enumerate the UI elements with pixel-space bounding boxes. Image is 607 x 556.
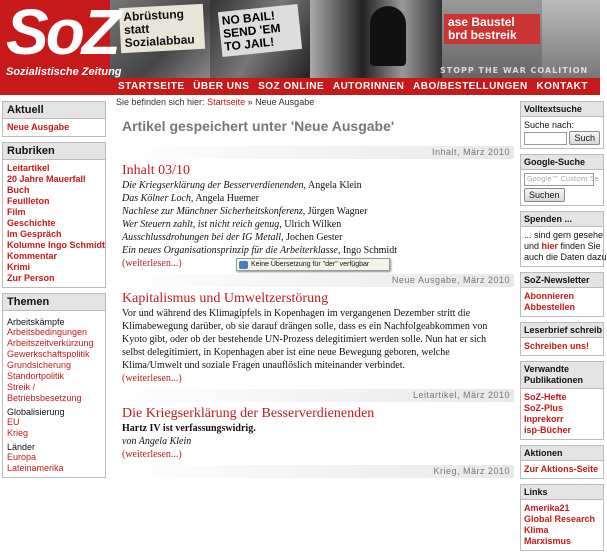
links-heading: Links [521,485,603,500]
rubrik-leitartikel[interactable]: Leitartikel [7,163,50,173]
header-photo-protest-2 [210,0,310,78]
photo-sign-text: NO BAIL! SEND 'EM TO JAIL! [218,4,302,57]
article-subtitle: Hartz IV ist verfassungswidrig. [122,423,256,434]
nav-autorinnen[interactable]: AUTORINNEN [332,81,405,92]
article-title[interactable]: Kapitalismus und Umweltzerstörung [122,291,329,306]
tooltip-text: Keine Übersetzung für "der" verfügbar [251,261,370,268]
nav-ueber-uns[interactable]: ÜBER UNS [193,81,250,92]
logo-subtitle: Sozialistische Zeitung [6,66,122,78]
thema-link[interactable]: Grundsicherung [7,360,72,370]
leserbrief-link[interactable]: Schreiben uns! [524,341,590,351]
toc-author: , Jochen Gester [281,232,343,243]
search-button[interactable]: Such [569,131,600,145]
toc-author: , Jürgen Wagner [302,206,368,217]
toc-title: Die Kriegserklärung der Besserverdienenden [122,180,304,191]
thema-link[interactable]: Streik / Betriebsbesetzung [7,382,82,403]
aktionen-link[interactable]: Zur Aktions-Seite [524,464,599,474]
thema-link[interactable]: Arbeitszeitverkürzung [7,338,94,348]
rubrik-krimi[interactable]: Krimi [7,262,31,272]
aktionen-box [520,445,604,479]
spenden-text [524,241,600,252]
google-search-input[interactable]: Google™ Custom Se [524,173,594,186]
rubrik-geschichte[interactable]: Geschichte [7,218,56,228]
nav-abo-bestellungen[interactable]: ABO/BESTELLUNGEN [413,81,528,92]
toc-title: Wer Steuern zahlt, ist nicht reich genug [122,219,280,230]
toc-title: Ausschlussdrohungen bei der IG Metall [122,232,282,243]
thema-link[interactable]: Lateinamerika [7,463,64,473]
right-sidebar [520,101,607,556]
article-title[interactable]: Die Kriegserklärung der Besserverdienenden [122,406,375,421]
newsletter-box [520,272,604,317]
external-link[interactable]: Amerika21 [524,503,570,513]
spenden-heading: Spenden ... [521,212,603,227]
header-photo-protest-3 [310,0,442,78]
aktuell-box [2,101,106,137]
nav-kontakt[interactable]: KONTAKT [536,81,588,92]
themen-group-label: Globalisierung [7,407,65,417]
photo-sign-text: ase Baustel brd bestreik [444,14,540,44]
rubrik-kommentar[interactable]: Kommentar [7,251,58,261]
photo-figure [370,6,406,66]
read-more-link[interactable]: (weiterlesen...) [122,373,182,384]
article-kriegserklaerung [116,402,514,465]
breadcrumb [116,97,314,107]
breadcrumb-home-link[interactable]: Startseite [207,97,246,107]
rubrik-im-gespraech[interactable]: Im Gespräch [7,229,62,239]
article-kapitalismus [116,287,514,389]
breadcrumb-separator: » [247,97,253,107]
toc-author: , Angela Klein [303,180,362,191]
aktionen-heading: Aktionen [521,446,603,461]
spenden-text-part: und [524,241,542,251]
article-inhalt [116,159,514,274]
google-search-heading: Google-Suche [521,155,603,170]
toc-author: , Angela Huemer [190,193,259,204]
read-more-link[interactable]: (weiterlesen...) [122,258,182,269]
themen-heading: Themen [3,294,105,311]
article-meta: Leitartikel, März 2010 [116,389,514,402]
site-logo[interactable] [6,0,122,78]
toc-title: Das Kölner Loch [122,193,191,204]
links-box [520,484,604,551]
nav-soz-online[interactable]: SOZ ONLINE [258,81,325,92]
themen-group-label: Arbeitskämpfe [7,317,65,327]
volltextsuche-box [520,101,604,149]
volltextsuche-heading: Volltextsuche [521,102,603,117]
header-photo-protest-1 [110,0,210,78]
spenden-text-part: finden Sie [558,241,601,251]
newsletter-subscribe-link[interactable]: Abonnieren [524,291,575,301]
article-author: von Angela Klein [122,436,192,447]
newsletter-heading: SoZ-Newsletter [521,273,603,288]
thema-link[interactable]: Krieg [7,428,29,438]
external-link[interactable]: Global Research [524,514,596,524]
toc-line [122,218,508,231]
themen-box [2,293,106,478]
article-meta: Inhalt, März 2010 [116,146,514,159]
leserbrief-heading: Leserbrief schreib [521,323,603,338]
article-meta: Krieg, März 2010 [116,465,514,478]
article-title[interactable]: Inhalt 03/10 [122,163,191,178]
google-search-button[interactable]: Suchen [524,188,565,202]
spenden-text: auch die Daten dazu [524,252,607,262]
search-input[interactable] [524,132,567,145]
thema-link[interactable]: Standortpolitik [7,371,65,381]
translate-icon [239,261,248,269]
site-header [0,0,600,95]
spenden-box [520,211,607,267]
toc-line [122,231,508,244]
publikation-link[interactable]: SoZ-Hefte [524,392,567,402]
article-teaser: Vor und während des Klimagipfels in Kopenhagen im vergangenen Dezember stritt die Klimabewegung darüber, ob sie darauf drängen solle, dass es ein Nachfolgeabkommen von Kyoto gibt, oder ob der bestehende UN-Prozess delegitimiert werden solle. Nun hat er sich selbst delegitimiert, in Kopenhagen aber ist eine neue Bewegung geboren, welche Klima/Umwelt und soziale Fragen unauflöslich miteinander verbindet. [122,308,488,371]
external-link[interactable]: Klima [524,525,549,535]
thema-link[interactable]: EU [7,417,20,427]
search-label: Suche nach: [524,120,575,130]
logo-wordmark: SoZ [6,0,118,68]
google-search-box [520,154,604,206]
breadcrumb-current: Neue Ausgabe [255,97,315,107]
header-tagline: STOPP THE WAR COALITION [440,66,589,75]
verwandte-publikationen-box [520,361,604,440]
breadcrumb-prefix: Sie befinden sich hier: [116,97,205,107]
rubrik-mauerfall[interactable]: 20 Jahre Mauerfall [7,174,86,184]
toc-title: Nachlese zur Münchner Sicherheitskonferenz [122,206,303,217]
publikation-link[interactable]: isp-Bücher [524,425,572,435]
nav-startseite[interactable]: STARTSEITE [118,81,185,92]
toc-title: Ein neues Organisationsprinzip für die Arbeiterklasse [122,245,338,256]
thema-link[interactable]: Gewerkschaftspolitik [7,349,90,359]
toc-line [122,179,508,192]
left-sidebar [2,101,106,483]
spenden-link[interactable]: hier [541,241,559,251]
main-content [116,110,514,478]
themen-group-label: Länder [7,442,36,452]
rubrik-zur-person[interactable]: Zur Person [7,273,55,283]
spenden-text: ... sind gern gesehe [524,230,604,240]
publikation-link[interactable]: Inprekorr [524,414,564,424]
thema-link[interactable]: Arbeitsbedingungen [7,327,88,337]
rubrik-kolumne[interactable]: Kolumne Ingo Schmidt [7,240,105,250]
toc-author: , Ingo Schmidt [337,245,397,256]
aktuell-heading: Aktuell [3,102,105,119]
rubriken-box [2,142,106,288]
rubrik-film[interactable]: Film [7,207,26,217]
translation-tooltip [236,258,390,271]
leserbrief-box [520,322,604,356]
photo-sign-text: Abrüstung statt Sozialabbau [119,4,205,53]
aktuell-item-neue-ausgabe[interactable]: Neue Ausgabe [7,122,70,132]
rubrik-feuilleton[interactable]: Feuilleton [7,196,50,206]
external-link[interactable]: Marxismus [524,536,572,546]
page-title: Artikel gespeichert unter 'Neue Ausgabe' [122,118,395,134]
rubriken-heading: Rubriken [3,143,105,160]
newsletter-unsubscribe-link[interactable]: Abbestellen [524,302,576,312]
verwandte-heading: Verwandte Publikationen [521,362,603,389]
thema-link[interactable]: Europa [7,452,37,462]
toc-author: , Ulrich Wilken [279,219,342,230]
main-nav [110,78,600,95]
article-meta: Neue Ausgabe, März 2010 [116,274,514,287]
toc-line [122,192,508,205]
toc-line [122,244,508,257]
toc-line [122,205,508,218]
rubrik-buch[interactable]: Buch [7,185,30,195]
read-more-link[interactable]: (weiterlesen...) [122,449,182,460]
publikation-link[interactable]: SoZ-Plus [524,403,564,413]
